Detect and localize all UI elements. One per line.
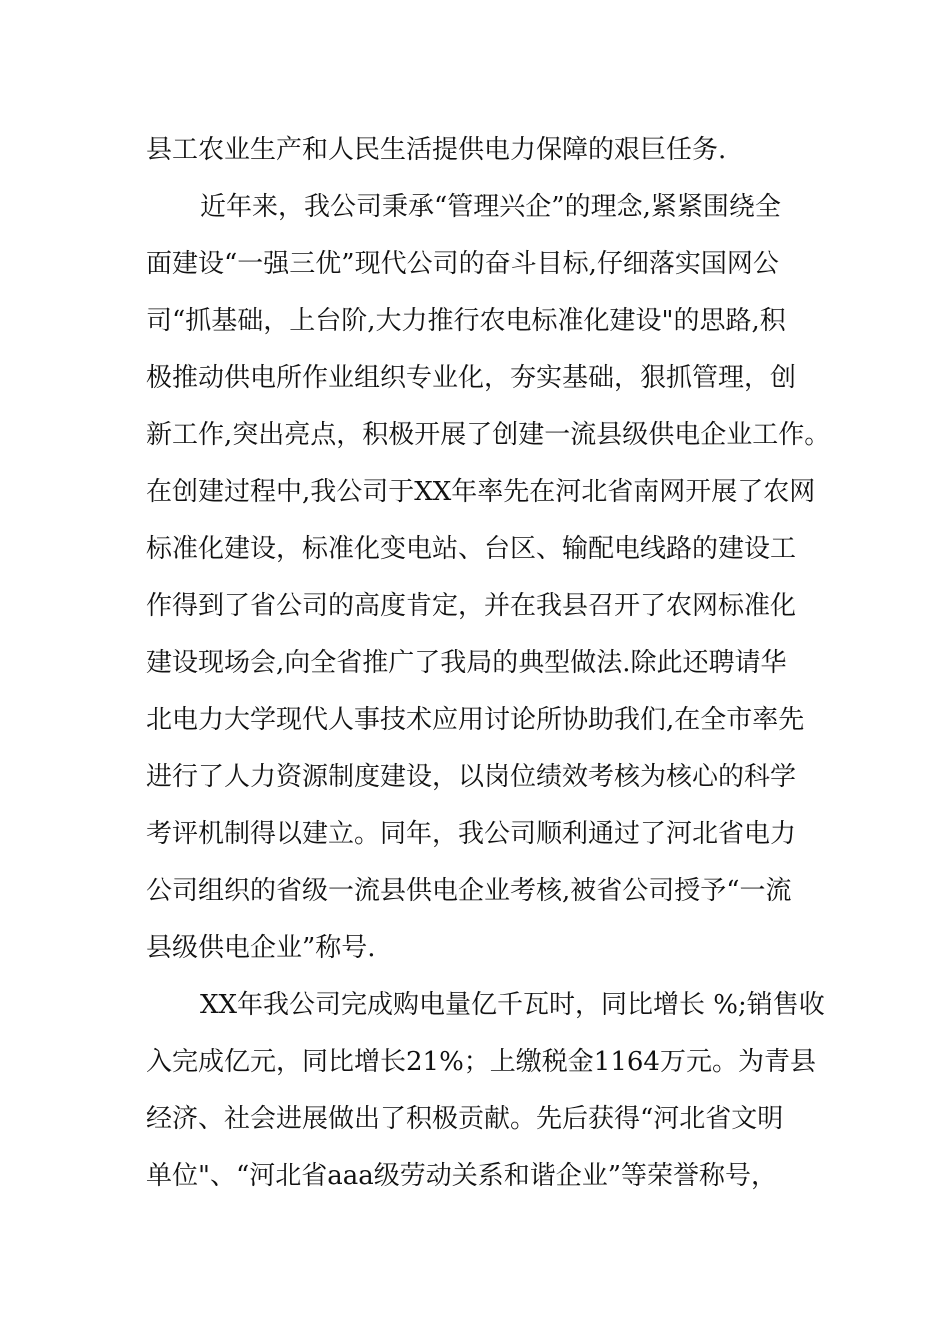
text-line: 单位"、“河北省aaa级劳动关系和谐企业”等荣誉称号， xyxy=(146,1161,778,1191)
text-line: 经济、社会进展做出了积极贡献。先后获得“河北省文明 xyxy=(146,1104,784,1134)
paragraph-start-line: XX年我公司完成购电量亿千瓦时，同比增长 %;销售收 xyxy=(200,990,825,1020)
text-line: 标准化建设，标准化变电站、台区、输配电线路的建设工 xyxy=(146,534,797,564)
text-line: 在创建过程中,我公司于XX年率先在河北省南网开展了农网 xyxy=(146,477,816,507)
paragraph-start-line: 近年来，我公司秉承“管理兴企”的理念,紧紧围绕全 xyxy=(200,192,781,222)
text-line: 县工农业生产和人民生活提供电力保障的艰巨任务. xyxy=(146,135,727,165)
text-line: 司“抓基础，上台阶,大力推行农电标准化建设"的思路,积 xyxy=(146,306,786,336)
text-line: 北电力大学现代人事技术应用讨论所协助我们,在全市率先 xyxy=(146,705,805,735)
text-line: 建设现场会,向全省推广了我局的典型做法.除此还聘请华 xyxy=(146,648,787,678)
text-line: 新工作,突出亮点，积极开展了创建一流县级供电企业工作。 xyxy=(146,420,831,450)
document-body xyxy=(146,122,831,1205)
text-line: 公司组织的省级一流县供电企业考核,被省公司授予“一流 xyxy=(146,876,792,906)
text-line: 面建设“一强三优”现代公司的奋斗目标,仔细落实国网公 xyxy=(146,249,779,279)
text-line: 入完成亿元，同比增长21%；上缴税金1164万元。为青县 xyxy=(146,1047,816,1077)
text-line: 考评机制得以建立。同年，我公司顺利通过了河北省电力 xyxy=(146,819,797,849)
text-line: 进行了人力资源制度建设，以岗位绩效考核为核心的科学 xyxy=(146,762,797,792)
text-line: 作得到了省公司的高度肯定，并在我县召开了农网标准化 xyxy=(146,591,797,621)
text-line: 极推动供电所作业组织专业化，夯实基础，狠抓管理，创 xyxy=(146,363,797,393)
text-line: 县级供电企业”称号. xyxy=(146,933,376,963)
